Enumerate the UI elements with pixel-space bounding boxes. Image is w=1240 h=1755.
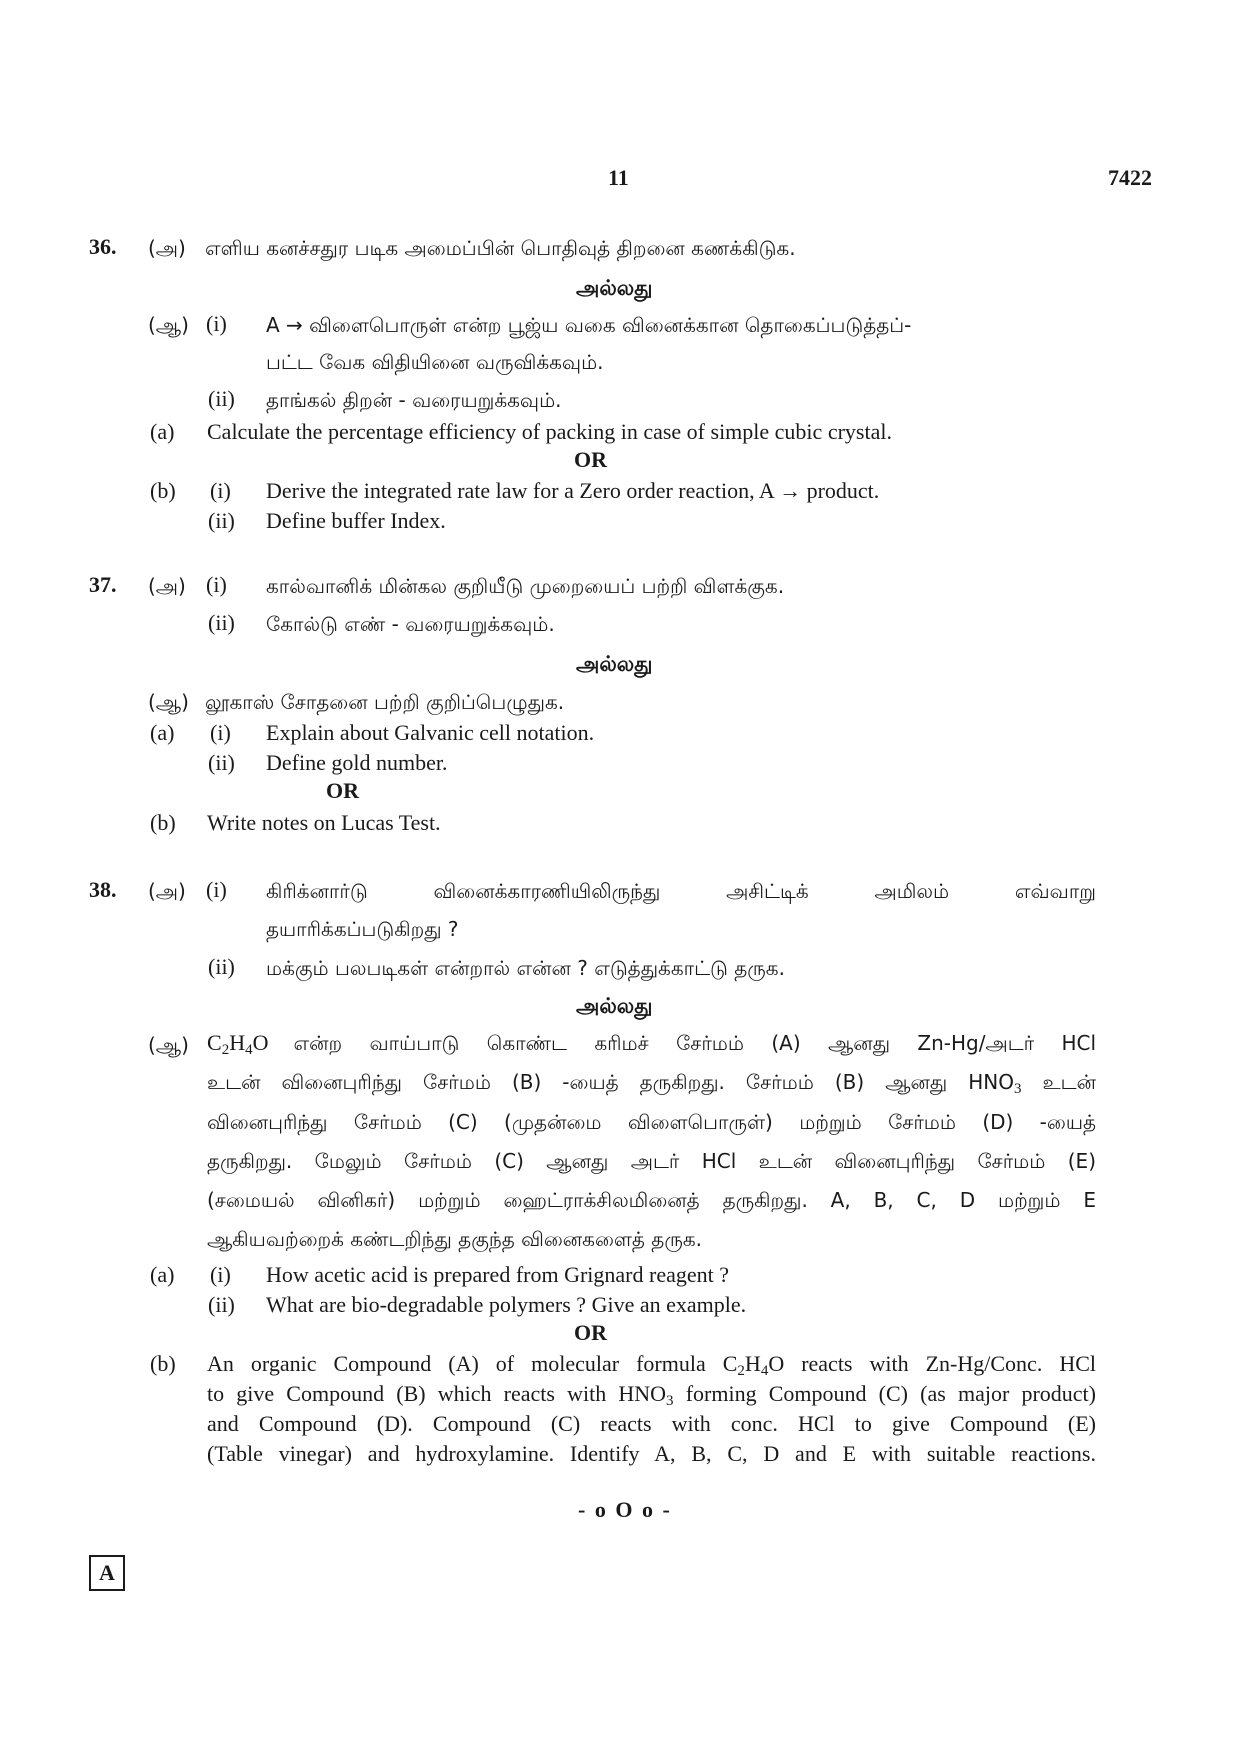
q38-ta-b-line1 [207, 1030, 1096, 1059]
q38-en-b-line1 [207, 1351, 1096, 1380]
formula-c-sub-en: 2 [737, 1363, 745, 1380]
q37-en-b-text: Write notes on Lucas Test. [207, 810, 441, 835]
question-number-37: 37. [89, 572, 117, 597]
q38-en-a-ii-text: What are bio-degradable polymers ? Give an example. [266, 1292, 747, 1317]
q36-en-or: OR [574, 447, 607, 472]
q38-ta-b-label: (ஆ) [148, 1033, 189, 1057]
q38-ta-a-ii-text: மக்கும் பலபடிகள் என்றால் என்ன ? எடுத்துக்காட்டு தருக. [266, 956, 785, 980]
q38-en-b-line1-end: O reacts with Zn-Hg/Conc. HCl [768, 1351, 1097, 1376]
q36-en-a-label: (a) [150, 419, 175, 444]
q36-ta-a-label: (அ) [148, 236, 186, 260]
q38-ta-b-line2-text: உடன் வினைபுரிந்து சேர்மம் (B) -யைத் தருகிறது. சேர்மம் (B) ஆனது HNO [207, 1070, 1015, 1094]
q38-ta-a-i: (i) [206, 877, 227, 902]
q37-en-or: OR [326, 778, 359, 803]
q38-ta-a-i-text1: கிரிக்னார்டு வினைக்காரணியிலிருந்து அசிட்டிக் அமிலம் எவ்வாறு [266, 879, 1096, 903]
q36-en-b-ii: (ii) [208, 508, 235, 533]
q37-en-a-i: (i) [210, 720, 231, 745]
q37-ta-a-label: (அ) [148, 574, 186, 598]
formula-c: C [207, 1030, 222, 1055]
q38-ta-b-line6: ஆகியவற்றைக் கண்டறிந்து தகுந்த வினைகளைத் தருக. [207, 1227, 703, 1251]
q36-ta-b-ii-text: தாங்கல் திறன் - வரையறுக்கவும். [266, 388, 562, 412]
question-number-36: 36. [89, 234, 117, 259]
q37-en-a-ii: (ii) [208, 750, 235, 775]
q38-ta-b-line5: (சமையல் வினிகர்) மற்றும் ஹைட்ராக்சிலமினைத் தருகிறது. A, B, C, D மற்றும் E [207, 1188, 1096, 1212]
question-number-38: 38. [89, 877, 117, 902]
q38-en-b-line2-b: forming Compound (C) (as major product) [673, 1381, 1096, 1406]
q36-ta-a-text: எளிய கனச்சதுர படிக அமைப்பின் பொதிவுத் திறனை கணக்கிடுக. [205, 236, 796, 260]
q37-ta-or: அல்லது [576, 652, 653, 676]
q38-en-b-line3: and Compound (D). Compound (C) reacts with conc. HCl to give Compound (E) [207, 1411, 1096, 1436]
q38-en-b-line2 [207, 1381, 1096, 1410]
q38-ta-a-label: (அ) [148, 879, 186, 903]
q37-ta-a-ii: (ii) [208, 610, 235, 635]
q37-en-a-label: (a) [150, 720, 175, 745]
q36-en-b-i: (i) [210, 478, 231, 503]
q37-ta-b-text: லூகாஸ் சோதனை பற்றி குறிப்பெழுதுக. [205, 690, 565, 714]
q38-ta-or: அல்லது [576, 994, 653, 1018]
q38-en-a-i-text: How acetic acid is prepared from Grignard reagent ? [266, 1262, 729, 1287]
q38-ta-a-i-text2: தயாரிக்கப்படுகிறது ? [266, 917, 459, 941]
formula-c-sub: 2 [221, 1042, 230, 1059]
set-label: A [99, 1560, 115, 1585]
q36-ta-b-i-text1: A → விளைபொருள் என்ற பூஜ்ய வகை வினைக்கான தொகைப்படுத்தப்- [266, 313, 912, 337]
q38-ta-b-line1-text: என்ற வாய்பாடு கொண்ட கரிமச் சேர்மம் (A) ஆனது Zn-Hg/அடர் HCl [293, 1031, 1097, 1055]
formula-no3-sub-en: 3 [666, 1393, 674, 1410]
formula-h-sub-en: 4 [760, 1363, 769, 1380]
formula-no3-sub: 3 [1014, 1081, 1022, 1098]
q36-ta-b-ii: (ii) [208, 386, 235, 411]
formula-h-sub: 4 [245, 1042, 253, 1059]
page-number: 11 [608, 165, 629, 190]
q37-en-a-ii-text: Define gold number. [266, 750, 448, 775]
q38-en-a-label: (a) [150, 1262, 175, 1287]
q36-en-b-label: (b) [150, 478, 176, 503]
q38-ta-b-line2-end: உடன் [1021, 1070, 1096, 1094]
q38-en-b-label: (b) [150, 1351, 176, 1376]
formula-h: H [229, 1030, 246, 1055]
q36-ta-b-i: (i) [206, 311, 227, 336]
q36-ta-b-label: (ஆ) [148, 313, 189, 337]
q38-en-b-line1-text: An organic Compound (A) of molecular formula C [207, 1351, 738, 1376]
q37-en-a-i-text: Explain about Galvanic cell notation. [266, 720, 595, 745]
formula-o: O [252, 1030, 269, 1055]
formula-h-en: H [744, 1351, 761, 1376]
q36-ta-b-i-text2: பட்ட வேக விதியினை வருவிக்கவும். [266, 350, 604, 374]
q36-en-b-i-text: Derive the integrated rate law for a Zero order reaction, A → product. [266, 478, 880, 503]
q38-ta-a-ii: (ii) [208, 954, 235, 979]
q38-en-or: OR [574, 1320, 607, 1345]
end-mark: - o O o - [578, 1497, 672, 1522]
set-label-box [89, 1555, 125, 1591]
q36-en-a-text: Calculate the percentage efficiency of packing in case of simple cubic crystal. [207, 419, 892, 444]
q38-ta-b-line2 [207, 1070, 1096, 1098]
q36-en-b-ii-text: Define buffer Index. [266, 508, 446, 533]
q38-ta-b-line4: தருகிறது. மேலும் சேர்மம் (C) ஆனது அடர் HCl உடன் வினைபுரிந்து சேர்மம் (E) [207, 1149, 1096, 1173]
q37-ta-b-label: (ஆ) [148, 690, 189, 714]
q38-en-b-line4: (Table vinegar) and hydroxylamine. Identify A, B, C, D and E with suitable reactions. [207, 1441, 1096, 1466]
q38-en-a-i: (i) [210, 1262, 231, 1287]
q38-en-a-ii: (ii) [208, 1292, 235, 1317]
q37-ta-a-ii-text: கோல்டு எண் - வரையறுக்கவும். [266, 612, 555, 636]
q38-ta-b-line3: வினைபுரிந்து சேர்மம் (C) (முதன்மை விளைபொருள்) மற்றும் சேர்மம் (D) -யைத் [207, 1110, 1096, 1134]
q37-ta-a-i: (i) [206, 572, 227, 597]
q37-ta-a-i-text: கால்வானிக் மின்கல குறியீடு முறையைப் பற்றி விளக்குக. [266, 574, 785, 598]
q37-en-b-label: (b) [150, 810, 176, 835]
paper-code: 7422 [1108, 165, 1152, 190]
q36-ta-or: அல்லது [576, 276, 653, 300]
q38-en-b-line2-a: to give Compound (B) which reacts with HNO [207, 1381, 667, 1406]
